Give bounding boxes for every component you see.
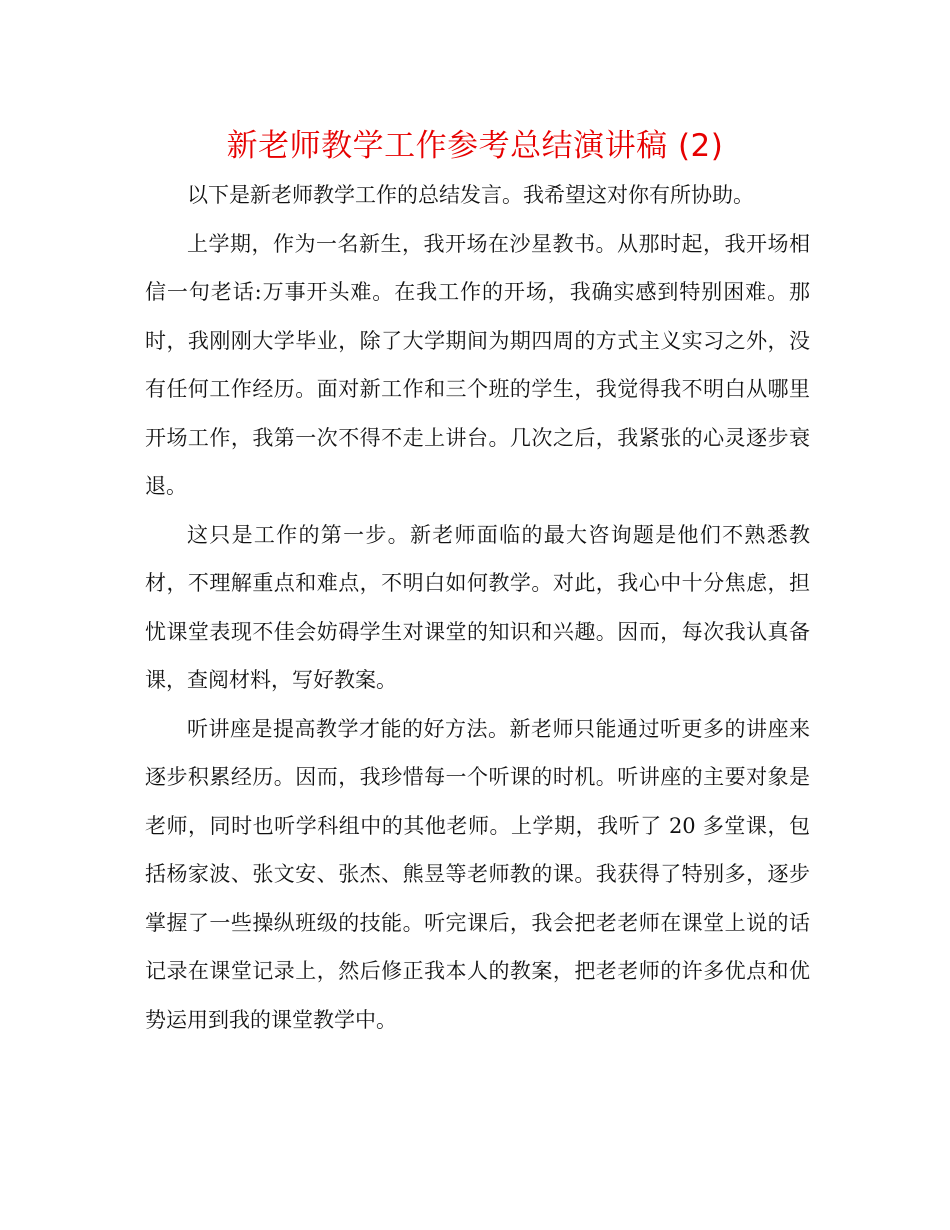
paragraph: 听讲座是提高教学才能的好方法。新老师只能通过听更多的讲座来逐步积累经历。因而，我珍惜每一个听课的时机。听讲座的主要对象是老师，同时也听学科组中的其他老师。上学期，我听了 20 多堂课，包括杨家波、张文安、张杰、熊昱等老师教的课。我获得了特别多，逐步掌握了一些操纵班级的技能。听完课后，我会把老老师在课堂上说的话记录在课堂记录上，然后修正我本人的教案，把老老师的许多优点和优势运用到我的课堂教学中。 <box>145 716 810 1032</box>
paragraph: 这只是工作的第一步。新老师面临的最大咨询题是他们不熟悉教材，不理解重点和难点，不明白如何教学。对此，我心中十分焦虑，担忧课堂表现不佳会妨碍学生对课堂的知识和兴趣。因而，每次我认真备课，查阅材料，写好教案。 <box>145 522 810 692</box>
document-body <box>145 171 810 1044</box>
paragraph: 以下是新老师教学工作的总结发言。我希望这对你有所协助。 <box>187 183 754 207</box>
document-title: 新老师教学工作参考总结演讲稿 (2) <box>226 128 724 164</box>
paragraph: 上学期，作为一名新生，我开场在沙星教书。从那时起，我开场相信一句老话:万事开头难。在我工作的开场，我确实感到特别困难。那时，我刚刚大学毕业，除了大学期间为期四周的方式主义实习之外，没有任何工作经历。面对新工作和三个班的学生，我觉得我不明白从哪里开场工作，我第一次不得不走上讲台。几次之后，我紧张的心灵逐步衰退。 <box>145 231 810 498</box>
